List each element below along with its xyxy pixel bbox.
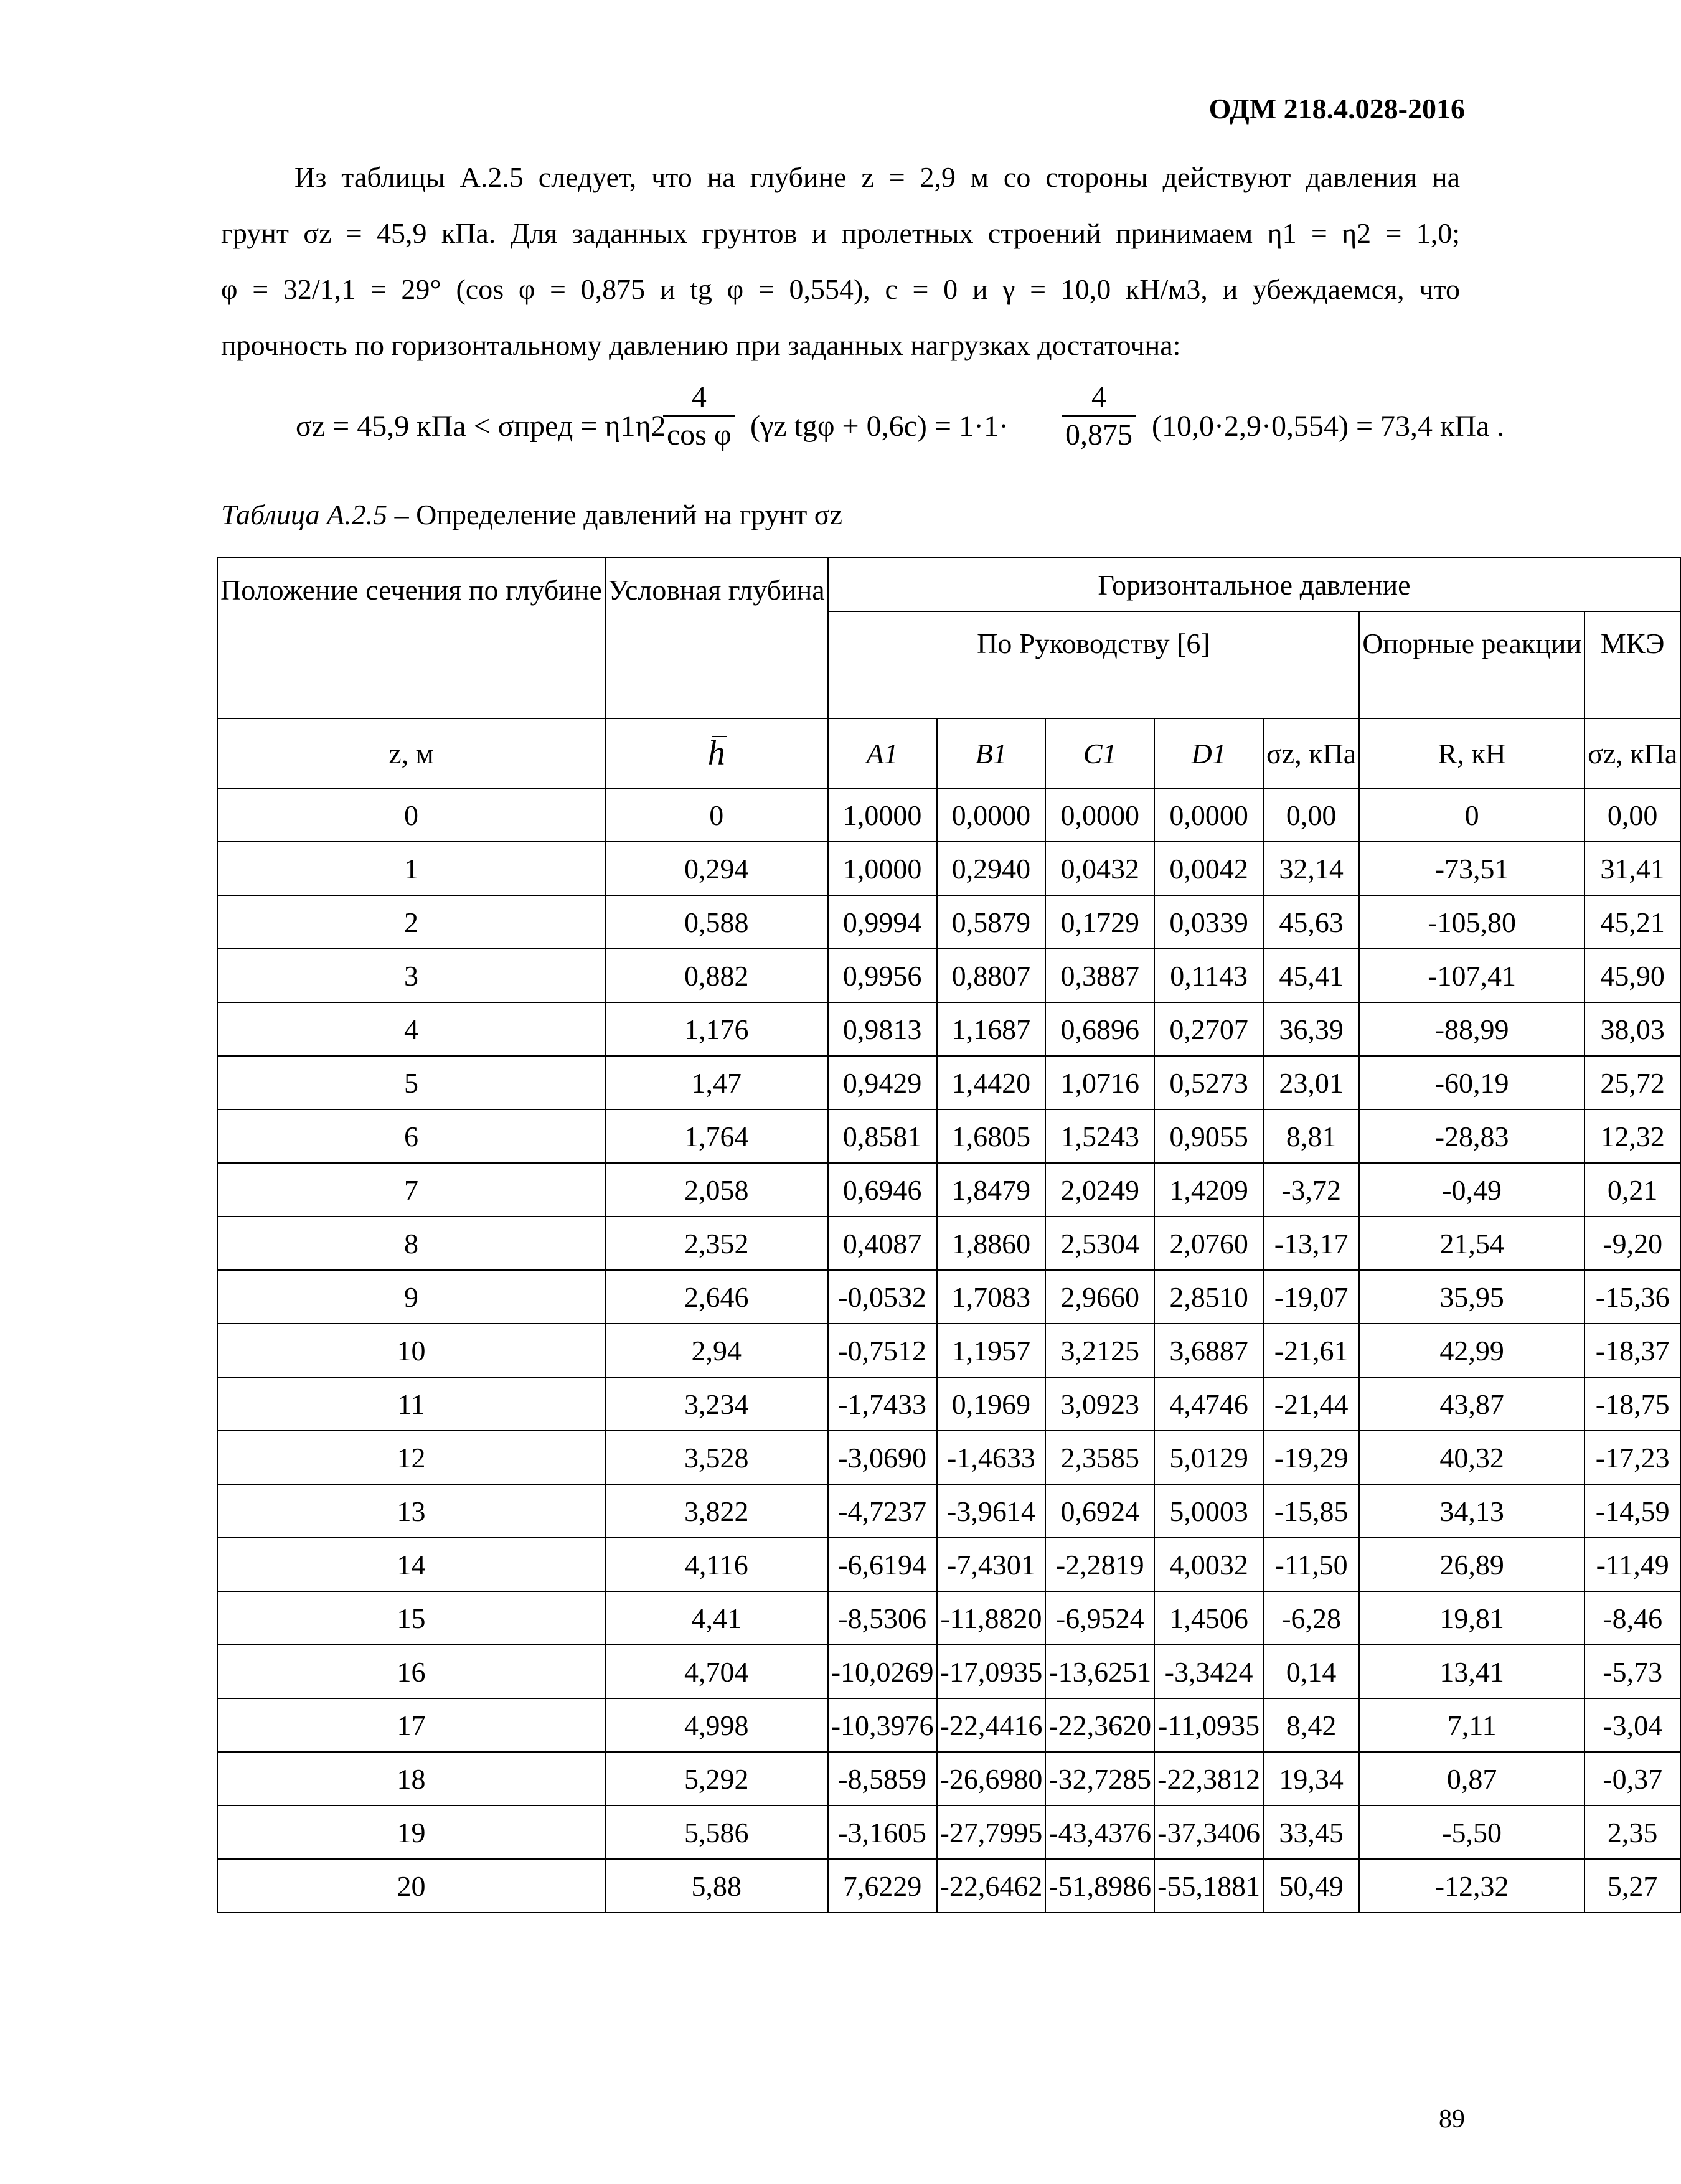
cell-r: 40,32 bbox=[1359, 1431, 1584, 1484]
table-row bbox=[217, 1484, 1680, 1538]
formula-part-1: σz = 45,9 кПа < σпред = η1η2 bbox=[296, 410, 666, 443]
cell-sigma-manual: 33,45 bbox=[1263, 1805, 1359, 1859]
cell-h: 0,882 bbox=[605, 949, 828, 1002]
cell-b1: -11,8820 bbox=[937, 1591, 1046, 1645]
cell-r: -12,32 bbox=[1359, 1859, 1584, 1913]
cell-sigma-manual: 0,14 bbox=[1263, 1645, 1359, 1698]
cell-c1: -51,8986 bbox=[1045, 1859, 1154, 1913]
cell-sigma-mke: -18,75 bbox=[1584, 1377, 1680, 1431]
table-row bbox=[217, 1859, 1680, 1913]
cell-d1: 2,8510 bbox=[1154, 1270, 1263, 1324]
cell-z: 16 bbox=[217, 1645, 605, 1698]
cell-b1: 1,6805 bbox=[937, 1109, 1046, 1163]
cell-z: 0 bbox=[217, 788, 605, 842]
body-paragraph bbox=[221, 149, 1460, 374]
cell-z: 13 bbox=[217, 1484, 605, 1538]
cell-c1: 0,3887 bbox=[1045, 949, 1154, 1002]
paragraph-line-1: Из таблицы А.2.5 следует, что на глубине z = 2,9 м со стороны действуют давления на bbox=[294, 161, 1460, 193]
cell-a1: 0,9429 bbox=[828, 1056, 937, 1109]
cell-sigma-mke: 38,03 bbox=[1584, 1002, 1680, 1056]
table-row bbox=[217, 1591, 1680, 1645]
cell-sigma-manual: -19,29 bbox=[1263, 1431, 1359, 1484]
cell-d1: 0,2707 bbox=[1154, 1002, 1263, 1056]
cell-b1: 1,7083 bbox=[937, 1270, 1046, 1324]
cell-r: 42,99 bbox=[1359, 1324, 1584, 1377]
cell-h: 1,176 bbox=[605, 1002, 828, 1056]
cell-sigma-manual: -15,85 bbox=[1263, 1484, 1359, 1538]
cell-h: 2,94 bbox=[605, 1324, 828, 1377]
header-position: Положение сечения по глубине bbox=[217, 558, 605, 718]
cell-c1: 1,0716 bbox=[1045, 1056, 1154, 1109]
table-row bbox=[217, 1805, 1680, 1859]
cell-d1: -55,1881 bbox=[1154, 1859, 1263, 1913]
table-row bbox=[217, 1324, 1680, 1377]
units-row bbox=[217, 718, 1680, 788]
cell-r: 35,95 bbox=[1359, 1270, 1584, 1324]
cell-sigma-manual: 8,42 bbox=[1263, 1698, 1359, 1752]
cell-a1: -4,7237 bbox=[828, 1484, 937, 1538]
cell-b1: -7,4301 bbox=[937, 1538, 1046, 1591]
cell-sigma-mke: 45,90 bbox=[1584, 949, 1680, 1002]
cell-z: 5 bbox=[217, 1056, 605, 1109]
strength-formula bbox=[296, 377, 1505, 470]
cell-h: 3,234 bbox=[605, 1377, 828, 1431]
cell-a1: 7,6229 bbox=[828, 1859, 937, 1913]
formula-part-3: (10,0·2,9·0,554) = 73,4 кПа . bbox=[1152, 410, 1505, 443]
cell-sigma-manual: 8,81 bbox=[1263, 1109, 1359, 1163]
paragraph-line-3: φ = 32/1,1 = 29° (cos φ = 0,875 и tg φ = 0,554), c = 0 и γ = 10,0 кН/м3, и убеждаемся, что bbox=[221, 273, 1460, 305]
unit-z: z, м bbox=[217, 718, 605, 788]
table-row bbox=[217, 1431, 1680, 1484]
cell-sigma-manual: -11,50 bbox=[1263, 1538, 1359, 1591]
cell-d1: 1,4506 bbox=[1154, 1591, 1263, 1645]
cell-c1: 0,6924 bbox=[1045, 1484, 1154, 1538]
cell-sigma-mke: 25,72 bbox=[1584, 1056, 1680, 1109]
cell-h: 3,528 bbox=[605, 1431, 828, 1484]
cell-r: 43,87 bbox=[1359, 1377, 1584, 1431]
paragraph-line-2: грунт σz = 45,9 кПа. Для заданных грунтов и пролетных строений принимаем η1 = η2 = 1,0; bbox=[221, 217, 1460, 249]
table-row bbox=[217, 1109, 1680, 1163]
cell-h: 4,41 bbox=[605, 1591, 828, 1645]
cell-h: 5,292 bbox=[605, 1752, 828, 1805]
table-caption-label: Таблица А.2.5 bbox=[221, 499, 388, 530]
cell-r: 7,11 bbox=[1359, 1698, 1584, 1752]
table-row bbox=[217, 1270, 1680, 1324]
cell-r: -28,83 bbox=[1359, 1109, 1584, 1163]
cell-h: 5,88 bbox=[605, 1859, 828, 1913]
cell-d1: -3,3424 bbox=[1154, 1645, 1263, 1698]
cell-c1: 1,5243 bbox=[1045, 1109, 1154, 1163]
cell-r: 19,81 bbox=[1359, 1591, 1584, 1645]
cell-sigma-mke: -11,49 bbox=[1584, 1538, 1680, 1591]
cell-sigma-mke: -0,37 bbox=[1584, 1752, 1680, 1805]
cell-b1: 1,4420 bbox=[937, 1056, 1046, 1109]
table-row bbox=[217, 1217, 1680, 1270]
cell-d1: -37,3406 bbox=[1154, 1805, 1263, 1859]
unit-sigma-mke: σz, кПа bbox=[1584, 718, 1680, 788]
unit-h-symbol: h bbox=[707, 734, 725, 773]
unit-sigma-manual: σz, кПа bbox=[1263, 718, 1359, 788]
cell-b1: -22,4416 bbox=[937, 1698, 1046, 1752]
cell-h: 0 bbox=[605, 788, 828, 842]
header-manual: По Руководству [6] bbox=[828, 611, 1360, 718]
unit-a1: A1 bbox=[828, 718, 937, 788]
unit-h bbox=[605, 718, 828, 788]
cell-c1: -43,4376 bbox=[1045, 1805, 1154, 1859]
cell-d1: 4,0032 bbox=[1154, 1538, 1263, 1591]
document-code: ОДМ 218.4.028-2016 bbox=[1208, 93, 1465, 125]
cell-sigma-manual: 0,00 bbox=[1263, 788, 1359, 842]
cell-z: 14 bbox=[217, 1538, 605, 1591]
cell-b1: 1,1957 bbox=[937, 1324, 1046, 1377]
cell-r: 34,13 bbox=[1359, 1484, 1584, 1538]
cell-b1: -22,6462 bbox=[937, 1859, 1046, 1913]
cell-b1: 0,1969 bbox=[937, 1377, 1046, 1431]
cell-c1: 0,6896 bbox=[1045, 1002, 1154, 1056]
cell-sigma-manual: 32,14 bbox=[1263, 842, 1359, 895]
cell-b1: 1,1687 bbox=[937, 1002, 1046, 1056]
cell-z: 20 bbox=[217, 1859, 605, 1913]
cell-z: 9 bbox=[217, 1270, 605, 1324]
table-row bbox=[217, 842, 1680, 895]
cell-c1: 2,9660 bbox=[1045, 1270, 1154, 1324]
table-row bbox=[217, 1163, 1680, 1217]
cell-sigma-manual: -6,28 bbox=[1263, 1591, 1359, 1645]
cell-d1: 0,0000 bbox=[1154, 788, 1263, 842]
cell-b1: -3,9614 bbox=[937, 1484, 1046, 1538]
cell-sigma-manual: -3,72 bbox=[1263, 1163, 1359, 1217]
cell-z: 11 bbox=[217, 1377, 605, 1431]
cell-z: 17 bbox=[217, 1698, 605, 1752]
cell-a1: -0,0532 bbox=[828, 1270, 937, 1324]
cell-h: 5,586 bbox=[605, 1805, 828, 1859]
cell-z: 4 bbox=[217, 1002, 605, 1056]
fraction-2-denominator: 0,875 bbox=[1062, 415, 1136, 452]
cell-h: 0,294 bbox=[605, 842, 828, 895]
cell-b1: -27,7995 bbox=[937, 1805, 1046, 1859]
table-row bbox=[217, 1002, 1680, 1056]
cell-a1: -8,5859 bbox=[828, 1752, 937, 1805]
table-caption bbox=[221, 498, 842, 531]
cell-h: 1,764 bbox=[605, 1109, 828, 1163]
table-row bbox=[217, 1752, 1680, 1805]
cell-h: 2,058 bbox=[605, 1163, 828, 1217]
cell-z: 8 bbox=[217, 1217, 605, 1270]
cell-z: 3 bbox=[217, 949, 605, 1002]
cell-r: 26,89 bbox=[1359, 1538, 1584, 1591]
cell-z: 2 bbox=[217, 895, 605, 949]
table-row bbox=[217, 895, 1680, 949]
cell-z: 15 bbox=[217, 1591, 605, 1645]
cell-h: 0,588 bbox=[605, 895, 828, 949]
cell-sigma-manual: 45,41 bbox=[1263, 949, 1359, 1002]
cell-sigma-mke: -18,37 bbox=[1584, 1324, 1680, 1377]
cell-c1: -13,6251 bbox=[1045, 1645, 1154, 1698]
cell-sigma-mke: 12,32 bbox=[1584, 1109, 1680, 1163]
cell-b1: -1,4633 bbox=[937, 1431, 1046, 1484]
cell-r: 0 bbox=[1359, 788, 1584, 842]
table-row bbox=[217, 1698, 1680, 1752]
table-row bbox=[217, 1056, 1680, 1109]
cell-sigma-manual: 19,34 bbox=[1263, 1752, 1359, 1805]
cell-b1: 1,8479 bbox=[937, 1163, 1046, 1217]
cell-sigma-manual: -19,07 bbox=[1263, 1270, 1359, 1324]
cell-c1: 0,0000 bbox=[1045, 788, 1154, 842]
cell-sigma-mke: 2,35 bbox=[1584, 1805, 1680, 1859]
unit-r: R, кН bbox=[1359, 718, 1584, 788]
cell-c1: -22,3620 bbox=[1045, 1698, 1154, 1752]
cell-h: 2,646 bbox=[605, 1270, 828, 1324]
cell-a1: 1,0000 bbox=[828, 842, 937, 895]
cell-sigma-mke: 31,41 bbox=[1584, 842, 1680, 895]
header-depth: Условная глубина bbox=[605, 558, 828, 718]
cell-sigma-mke: 0,00 bbox=[1584, 788, 1680, 842]
table-row bbox=[217, 949, 1680, 1002]
cell-d1: 2,0760 bbox=[1154, 1217, 1263, 1270]
formula-fraction-2 bbox=[1062, 380, 1136, 452]
cell-z: 7 bbox=[217, 1163, 605, 1217]
cell-c1: -32,7285 bbox=[1045, 1752, 1154, 1805]
cell-a1: 0,9813 bbox=[828, 1002, 937, 1056]
cell-d1: -22,3812 bbox=[1154, 1752, 1263, 1805]
cell-a1: 0,9956 bbox=[828, 949, 937, 1002]
cell-b1: 0,2940 bbox=[937, 842, 1046, 895]
cell-a1: -10,0269 bbox=[828, 1645, 937, 1698]
header-horizontal-pressure: Горизонтальное давление bbox=[828, 558, 1681, 611]
cell-a1: -6,6194 bbox=[828, 1538, 937, 1591]
cell-d1: -11,0935 bbox=[1154, 1698, 1263, 1752]
cell-a1: -0,7512 bbox=[828, 1324, 937, 1377]
cell-c1: 0,1729 bbox=[1045, 895, 1154, 949]
cell-sigma-mke: 5,27 bbox=[1584, 1859, 1680, 1913]
cell-sigma-manual: -21,44 bbox=[1263, 1377, 1359, 1431]
cell-c1: -6,9524 bbox=[1045, 1591, 1154, 1645]
cell-sigma-manual: -21,61 bbox=[1263, 1324, 1359, 1377]
cell-a1: -3,1605 bbox=[828, 1805, 937, 1859]
cell-b1: 0,5879 bbox=[937, 895, 1046, 949]
cell-sigma-manual: -13,17 bbox=[1263, 1217, 1359, 1270]
cell-sigma-manual: 36,39 bbox=[1263, 1002, 1359, 1056]
cell-z: 1 bbox=[217, 842, 605, 895]
cell-d1: 0,0339 bbox=[1154, 895, 1263, 949]
cell-b1: 0,8807 bbox=[937, 949, 1046, 1002]
header-reactions: Опорные реакции bbox=[1359, 611, 1584, 718]
cell-r: 21,54 bbox=[1359, 1217, 1584, 1270]
cell-sigma-mke: -15,36 bbox=[1584, 1270, 1680, 1324]
cell-sigma-manual: 45,63 bbox=[1263, 895, 1359, 949]
cell-a1: -1,7433 bbox=[828, 1377, 937, 1431]
cell-sigma-mke: -3,04 bbox=[1584, 1698, 1680, 1752]
fraction-1-numerator: 4 bbox=[691, 380, 707, 413]
unit-b1: B1 bbox=[937, 718, 1046, 788]
cell-d1: 1,4209 bbox=[1154, 1163, 1263, 1217]
fraction-2-numerator: 4 bbox=[1091, 380, 1106, 413]
cell-c1: 3,2125 bbox=[1045, 1324, 1154, 1377]
cell-a1: 0,4087 bbox=[828, 1217, 937, 1270]
cell-b1: 1,8860 bbox=[937, 1217, 1046, 1270]
pressure-table bbox=[217, 557, 1681, 1913]
cell-c1: 2,3585 bbox=[1045, 1431, 1154, 1484]
cell-c1: -2,2819 bbox=[1045, 1538, 1154, 1591]
header-mke: МКЭ bbox=[1584, 611, 1680, 718]
cell-a1: -8,5306 bbox=[828, 1591, 937, 1645]
cell-z: 19 bbox=[217, 1805, 605, 1859]
fraction-1-denominator: cos φ bbox=[663, 415, 735, 452]
cell-sigma-mke: -14,59 bbox=[1584, 1484, 1680, 1538]
cell-r: -73,51 bbox=[1359, 842, 1584, 895]
cell-z: 18 bbox=[217, 1752, 605, 1805]
cell-d1: 5,0003 bbox=[1154, 1484, 1263, 1538]
cell-r: -107,41 bbox=[1359, 949, 1584, 1002]
formula-fraction-1 bbox=[663, 380, 735, 452]
cell-sigma-mke: -5,73 bbox=[1584, 1645, 1680, 1698]
cell-h: 2,352 bbox=[605, 1217, 828, 1270]
formula-part-2: (γz tgφ + 0,6c) = 1·1· bbox=[750, 410, 1009, 443]
cell-h: 1,47 bbox=[605, 1056, 828, 1109]
cell-a1: -10,3976 bbox=[828, 1698, 937, 1752]
cell-h: 4,704 bbox=[605, 1645, 828, 1698]
cell-r: -105,80 bbox=[1359, 895, 1584, 949]
cell-c1: 0,0432 bbox=[1045, 842, 1154, 895]
cell-d1: 0,5273 bbox=[1154, 1056, 1263, 1109]
cell-c1: 2,0249 bbox=[1045, 1163, 1154, 1217]
page-number: 89 bbox=[1439, 2105, 1465, 2134]
cell-a1: 0,8581 bbox=[828, 1109, 937, 1163]
cell-b1: 0,0000 bbox=[937, 788, 1046, 842]
cell-r: 0,87 bbox=[1359, 1752, 1584, 1805]
cell-d1: 0,9055 bbox=[1154, 1109, 1263, 1163]
cell-sigma-mke: 0,21 bbox=[1584, 1163, 1680, 1217]
table-row bbox=[217, 1538, 1680, 1591]
table-caption-text: – Определение давлений на грунт σz bbox=[387, 499, 843, 530]
unit-d1: D1 bbox=[1154, 718, 1263, 788]
table-row bbox=[217, 1645, 1680, 1698]
cell-sigma-mke: 45,21 bbox=[1584, 895, 1680, 949]
cell-h: 3,822 bbox=[605, 1484, 828, 1538]
cell-h: 4,998 bbox=[605, 1698, 828, 1752]
cell-r: 13,41 bbox=[1359, 1645, 1584, 1698]
cell-sigma-mke: -9,20 bbox=[1584, 1217, 1680, 1270]
table-row bbox=[217, 788, 1680, 842]
cell-c1: 2,5304 bbox=[1045, 1217, 1154, 1270]
cell-d1: 0,0042 bbox=[1154, 842, 1263, 895]
cell-z: 6 bbox=[217, 1109, 605, 1163]
cell-b1: -17,0935 bbox=[937, 1645, 1046, 1698]
cell-d1: 3,6887 bbox=[1154, 1324, 1263, 1377]
cell-a1: 0,6946 bbox=[828, 1163, 937, 1217]
cell-d1: 0,1143 bbox=[1154, 949, 1263, 1002]
cell-sigma-manual: 50,49 bbox=[1263, 1859, 1359, 1913]
cell-r: -5,50 bbox=[1359, 1805, 1584, 1859]
cell-d1: 5,0129 bbox=[1154, 1431, 1263, 1484]
unit-c1: C1 bbox=[1045, 718, 1154, 788]
cell-r: -0,49 bbox=[1359, 1163, 1584, 1217]
cell-d1: 4,4746 bbox=[1154, 1377, 1263, 1431]
cell-r: -60,19 bbox=[1359, 1056, 1584, 1109]
cell-sigma-manual: 23,01 bbox=[1263, 1056, 1359, 1109]
cell-c1: 3,0923 bbox=[1045, 1377, 1154, 1431]
cell-z: 10 bbox=[217, 1324, 605, 1377]
cell-b1: -26,6980 bbox=[937, 1752, 1046, 1805]
cell-r: -88,99 bbox=[1359, 1002, 1584, 1056]
cell-h: 4,116 bbox=[605, 1538, 828, 1591]
cell-a1: 0,9994 bbox=[828, 895, 937, 949]
table-row bbox=[217, 1377, 1680, 1431]
cell-a1: 1,0000 bbox=[828, 788, 937, 842]
paragraph-line-4: прочность по горизонтальному давлению при заданных нагрузках достаточна: bbox=[221, 329, 1181, 361]
cell-z: 12 bbox=[217, 1431, 605, 1484]
cell-a1: -3,0690 bbox=[828, 1431, 937, 1484]
cell-sigma-mke: -8,46 bbox=[1584, 1591, 1680, 1645]
cell-sigma-mke: -17,23 bbox=[1584, 1431, 1680, 1484]
